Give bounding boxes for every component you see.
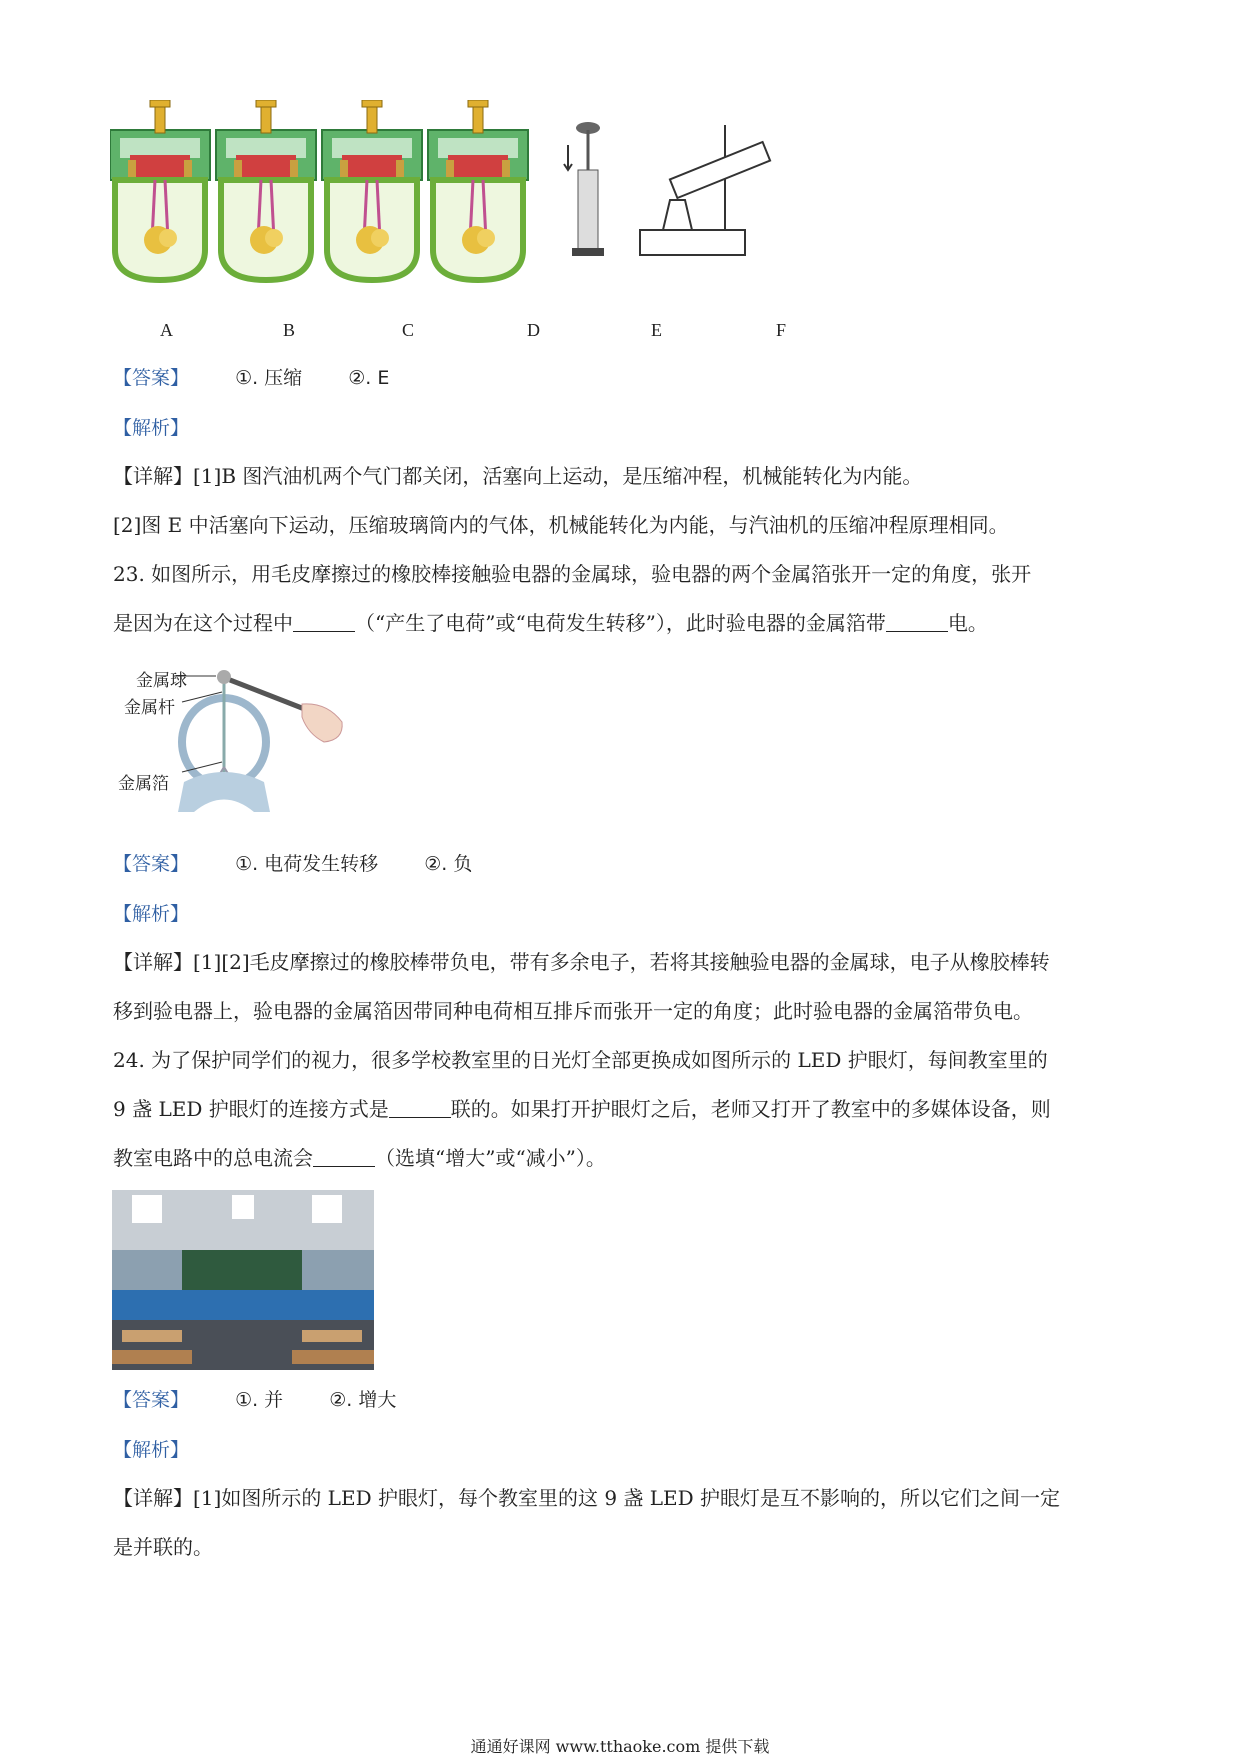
engine-strokes-figure — [110, 100, 890, 300]
electroscope-label-foil: 金属箔 — [118, 774, 169, 794]
electroscope-label-rod: 金属杆 — [124, 698, 175, 718]
q23-answer-1: ①. 电荷发生转移 — [235, 853, 379, 875]
answer-tag: 【答案】 — [113, 367, 190, 389]
answer-tag: 【答案】 — [113, 1389, 190, 1411]
analysis-tag: 【解析】 — [113, 1439, 190, 1461]
fire-syringe-e — [564, 122, 604, 256]
q22-answer — [113, 364, 389, 392]
q24-detail-1: 【详解】[1]如图所示的 LED 护眼灯，每个教室里的这 9 盏 LED 护眼灯是互不影响的，所以它们之间一定 — [113, 1486, 1061, 1510]
q24-stem-3a: 教室电路中的总电流会 — [113, 1146, 313, 1170]
q24-answer — [113, 1386, 396, 1414]
figure1-label-f: F — [776, 320, 787, 340]
q23-stem-1: 23. 如图所示，用毛皮摩擦过的橡胶棒接触验电器的金属球，验电器的两个金属箔张开一定的角度，张开 — [113, 562, 1032, 586]
page-footer: 通通好课网 www.tthaoke.com 提供下载 — [470, 1737, 770, 1756]
figure1-label-c: C — [402, 320, 415, 340]
q23-answer-2: ②. 负 — [424, 853, 473, 875]
q24-answer-1: ①. 并 — [235, 1389, 284, 1411]
q23-detail-1: 【详解】[1][2]毛皮摩擦过的橡胶棒带负电，带有多余电子，若将其接触验电器的金属球，电子从橡胶棒转 — [113, 950, 1050, 974]
answer-blank — [293, 611, 355, 632]
q24-stem-1: 24. 为了保护同学们的视力，很多学校教室里的日光灯全部更换成如图所示的 LED 护眼灯，每间教室里的 — [113, 1048, 1048, 1072]
answer-blank — [313, 1146, 375, 1167]
q22-detail-1: 【详解】[1]B 图汽油机两个气门都关闭，活塞向上运动，是压缩冲程，机械能转化为内能。 — [113, 464, 923, 488]
q23-stem-2b: （“产生了电荷”或“电荷发生转移”），此时验电器的金属箔带 — [355, 611, 886, 635]
q22-answer-2: ②. E — [348, 367, 390, 389]
q23-detail-2: 移到验电器上，验电器的金属箔因带同种电荷相互排斥而张开一定的角度；此时验电器的金属箔带负电。 — [113, 999, 1033, 1023]
answer-tag: 【答案】 — [113, 853, 190, 875]
q23-answer — [113, 850, 472, 878]
analysis-tag: 【解析】 — [113, 417, 190, 439]
q24-detail-2: 是并联的。 — [113, 1535, 213, 1559]
q23-stem-2a: 是因为在这个过程中 — [113, 611, 293, 635]
figure1-label-e: E — [651, 320, 662, 340]
q24-answer-2: ②. 增大 — [329, 1389, 397, 1411]
figure1-label-d: D — [527, 320, 540, 340]
analysis-tag: 【解析】 — [113, 903, 190, 925]
q24-stem-2b: 联的。如果打开护眼灯之后，老师又打开了教室中的多媒体设备，则 — [450, 1097, 1051, 1121]
answer-blank — [886, 611, 948, 632]
q24-stem-3 — [113, 1144, 606, 1172]
q24-stem-2a: 9 盏 LED 护眼灯的连接方式是 — [113, 1097, 389, 1121]
q23-stem-2c: 电。 — [947, 611, 988, 635]
figure1-label-a: A — [160, 320, 173, 340]
q23-analysis-tag — [113, 899, 189, 928]
answer-blank — [389, 1097, 451, 1118]
q24-stem-2 — [113, 1095, 1051, 1123]
electroscope-label-ball: 金属球 — [136, 671, 187, 691]
q22-answer-1: ①. 压缩 — [235, 367, 303, 389]
q24-stem-3b: （选填“增大”或“减小”）。 — [375, 1146, 606, 1170]
q22-analysis-tag — [113, 413, 189, 442]
q24-analysis-tag — [113, 1435, 189, 1464]
classroom-photo — [112, 1190, 374, 1370]
figure1-label-b: B — [283, 320, 296, 340]
test-tube-heating-f — [640, 125, 770, 255]
q22-detail-2: [2]图 E 中活塞向下运动，压缩玻璃筒内的气体，机械能转化为内能，与汽油机的压缩冲程原理相同。 — [113, 513, 1009, 537]
q23-stem-2 — [113, 609, 988, 637]
